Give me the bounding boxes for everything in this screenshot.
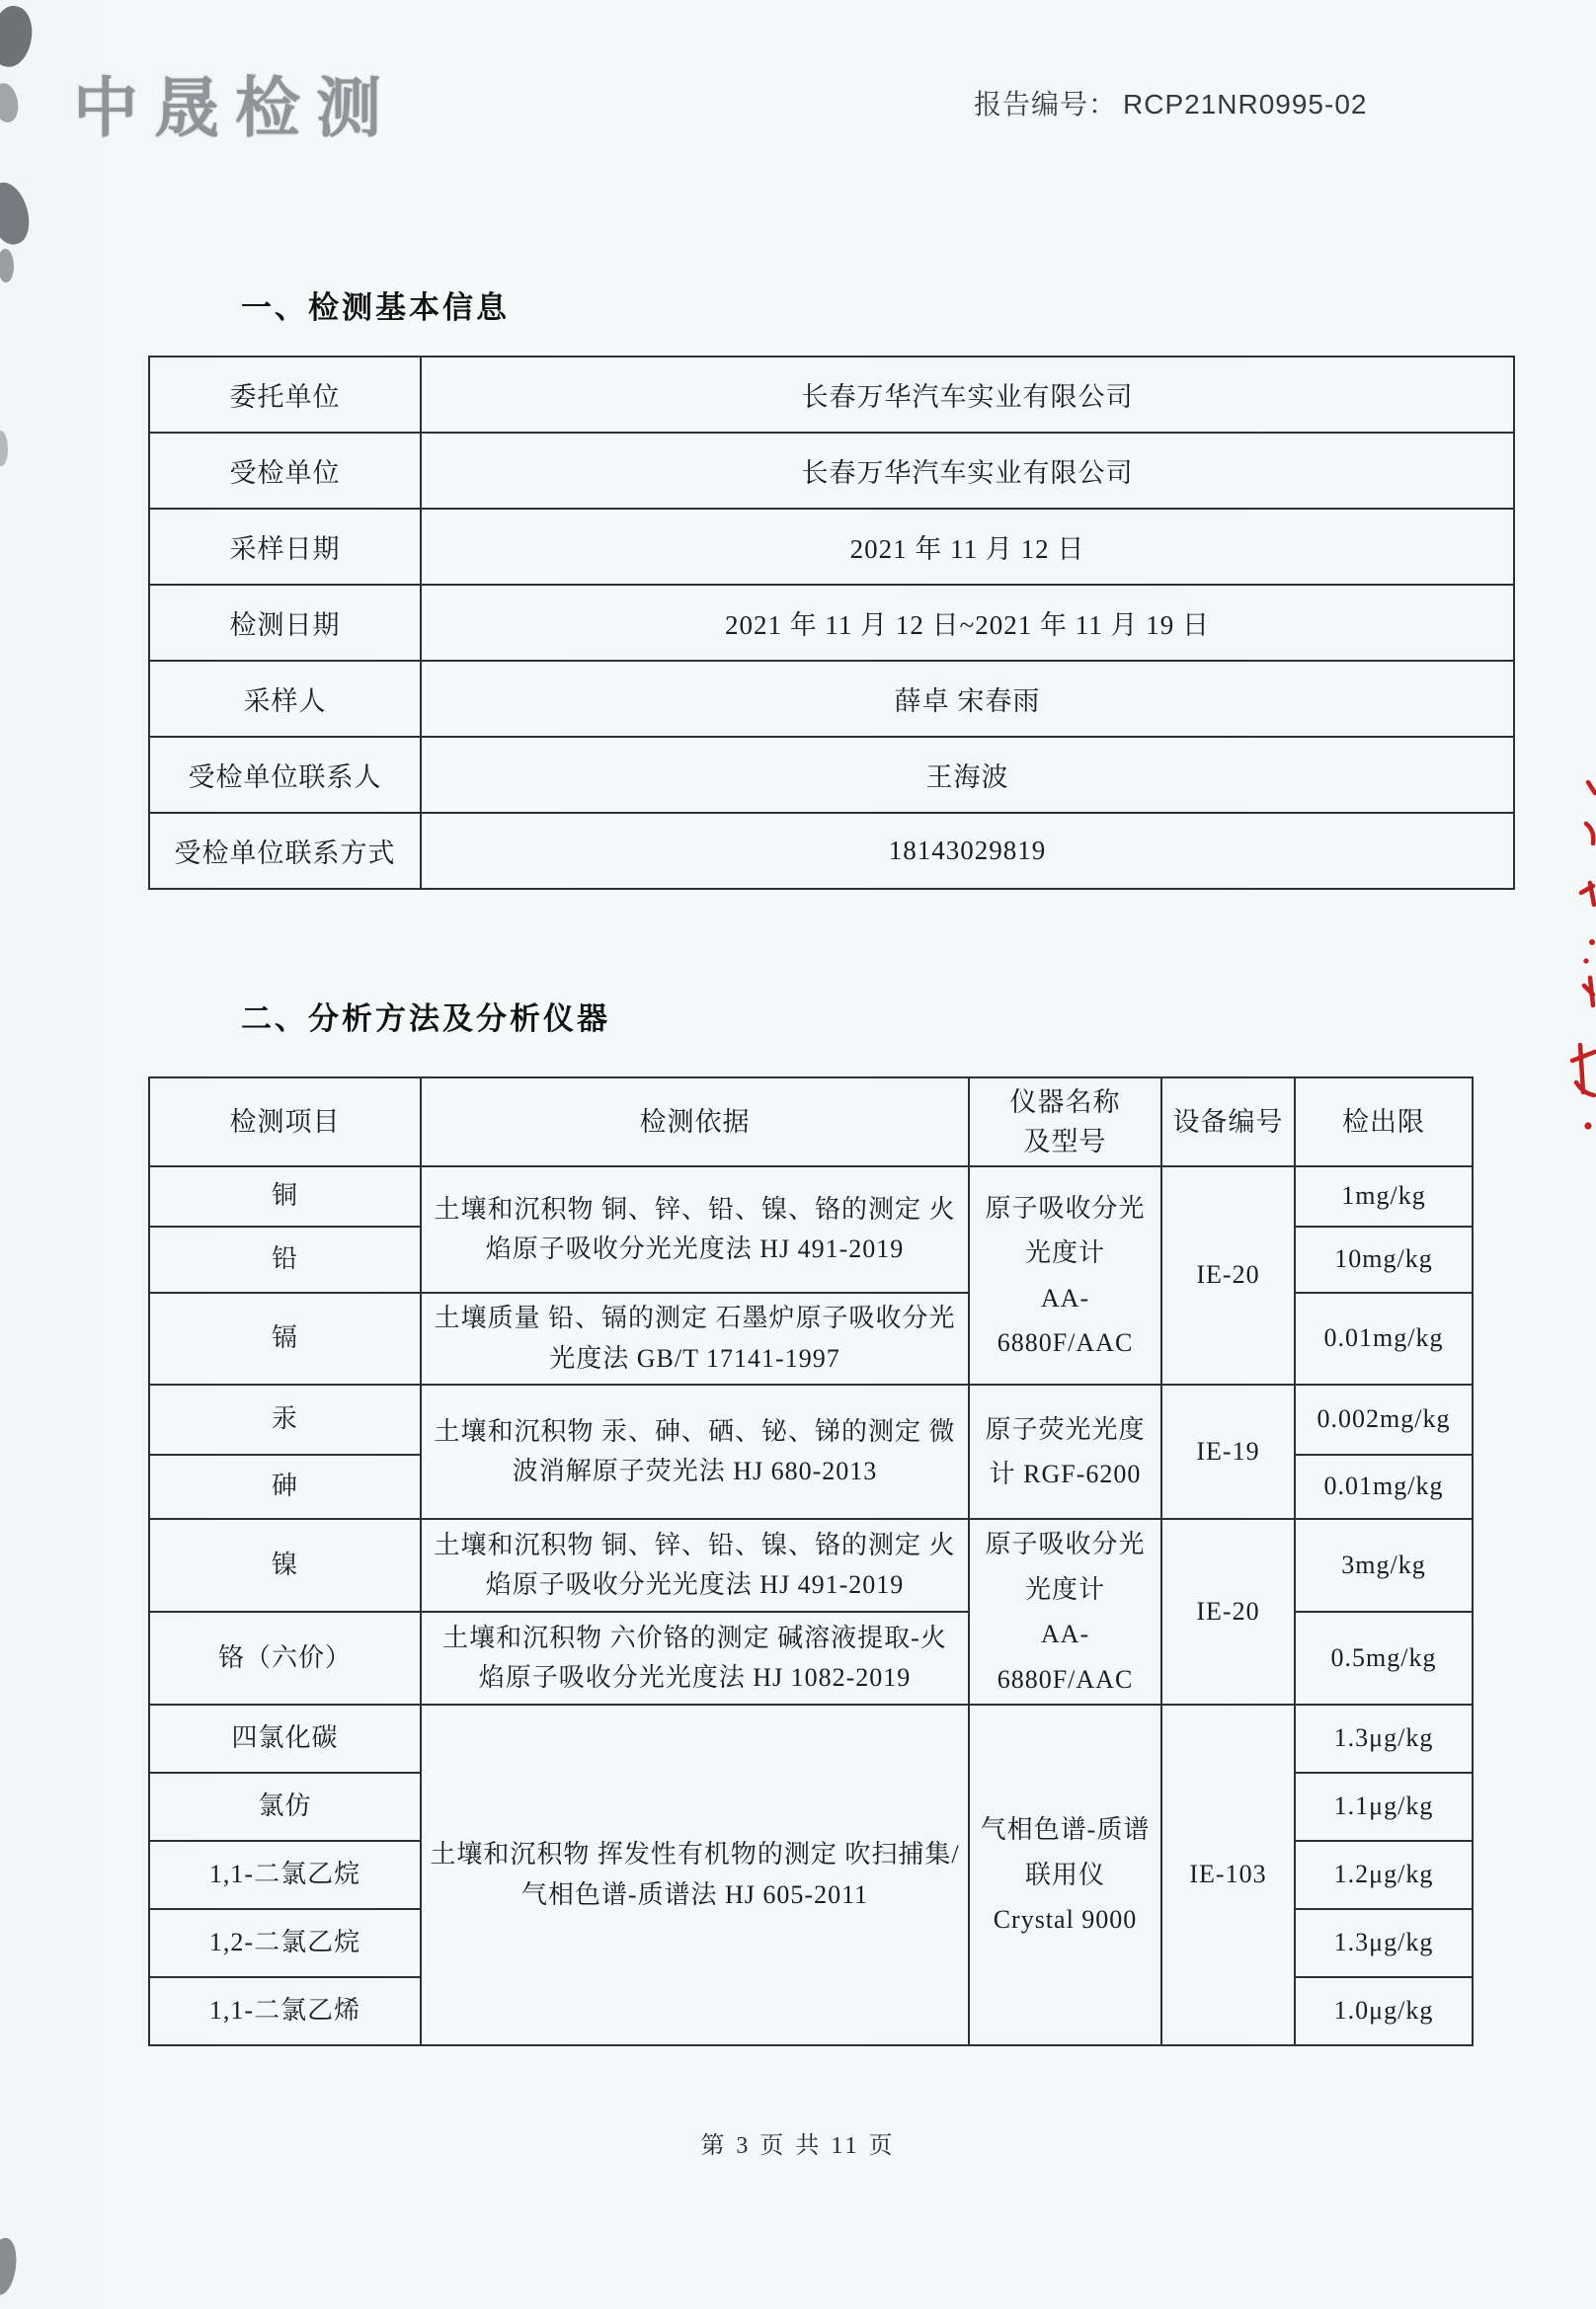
info-label: 采样日期 xyxy=(149,509,421,585)
info-value: 18143029819 xyxy=(421,813,1514,889)
info-label: 采样人 xyxy=(149,661,421,737)
info-label: 受检单位 xyxy=(149,433,421,509)
instrument-line: AA-6880F/AAC xyxy=(997,1283,1134,1357)
section1-title: 一、检测基本信息 xyxy=(241,290,510,325)
detection-limit: 3mg/kg xyxy=(1295,1519,1473,1612)
table-row xyxy=(149,509,1514,585)
col-header-instrument-line1: 仪器名称 xyxy=(1009,1086,1121,1117)
report-number-label: 报告编号： xyxy=(974,89,1118,119)
detection-limit: 1.1μg/kg xyxy=(1295,1773,1473,1841)
instrument-line: 联用仪 xyxy=(1024,1860,1105,1889)
detection-limit: 1.3μg/kg xyxy=(1295,1909,1473,1977)
test-basis: 土壤和沉积物 六价铬的测定 碱溶液提取-火焰原子吸收分光光度法 HJ 1082-2019 xyxy=(421,1612,969,1705)
table-row xyxy=(149,661,1514,737)
table-row xyxy=(149,585,1514,661)
col-header-limit: 检出限 xyxy=(1295,1077,1473,1166)
instrument xyxy=(969,1385,1161,1519)
scan-smudge xyxy=(0,2236,20,2296)
instrument-line: 光度计 xyxy=(1024,1238,1105,1267)
info-value: 长春万华汽车实业有限公司 xyxy=(421,357,1514,433)
info-label: 受检单位联系方式 xyxy=(149,813,421,889)
instrument-line: 气相色谱-质谱 xyxy=(980,1815,1151,1845)
device-number: IE-20 xyxy=(1161,1166,1295,1385)
col-header-item: 检测项目 xyxy=(149,1077,421,1166)
scan-smudge xyxy=(0,178,35,248)
detection-limit: 1mg/kg xyxy=(1295,1166,1473,1227)
info-value: 2021 年 11 月 12 日 xyxy=(421,509,1514,585)
test-basis: 土壤和沉积物 铜、锌、铅、镍、铬的测定 火焰原子吸收分光光度法 HJ 491-2019 xyxy=(421,1519,969,1612)
detection-limit: 10mg/kg xyxy=(1295,1227,1473,1293)
item-name: 1,1-二氯乙烷 xyxy=(149,1841,421,1909)
item-name: 四氯化碳 xyxy=(149,1705,421,1773)
report-number xyxy=(974,83,1367,122)
info-value: 薛卓 宋春雨 xyxy=(421,661,1514,737)
table-row xyxy=(149,433,1514,509)
report-number-value: RCP21NR0995-02 xyxy=(1123,89,1368,119)
device-number: IE-103 xyxy=(1161,1705,1295,2045)
item-name: 氯仿 xyxy=(149,1773,421,1841)
table-row xyxy=(149,1385,1473,1455)
instrument-line: 原子荧光光度 xyxy=(985,1414,1146,1444)
test-basis: 土壤质量 铅、镉的测定 石墨炉原子吸收分光光度法 GB/T 17141-1997 xyxy=(421,1293,969,1385)
col-header-instrument-line2: 及型号 xyxy=(1023,1127,1107,1156)
instrument xyxy=(969,1519,1161,1705)
item-name: 铅 xyxy=(149,1227,421,1293)
info-value: 王海波 xyxy=(421,737,1514,813)
col-header-basis: 检测依据 xyxy=(421,1077,969,1166)
info-label: 受检单位联系人 xyxy=(149,737,421,813)
detection-limit: 0.5mg/kg xyxy=(1295,1612,1473,1705)
basic-info-table xyxy=(148,356,1515,890)
instrument-line: 光度计 xyxy=(1024,1574,1105,1604)
instrument-line: Crystal 9000 xyxy=(993,1905,1138,1935)
info-value: 2021 年 11 月 12 日~2021 年 11 月 19 日 xyxy=(421,585,1514,661)
test-basis: 土壤和沉积物 汞、砷、硒、铋、锑的测定 微波消解原子荧光法 HJ 680-2013 xyxy=(421,1385,969,1519)
item-name: 铜 xyxy=(149,1166,421,1227)
detection-limit: 1.0μg/kg xyxy=(1295,1977,1473,2045)
table-row xyxy=(149,1519,1473,1612)
scan-smudge xyxy=(0,3,38,71)
section2-title: 二、分析方法及分析仪器 xyxy=(241,1001,610,1036)
table-row xyxy=(149,737,1514,813)
detection-limit: 1.3μg/kg xyxy=(1295,1705,1473,1773)
scan-smudge xyxy=(0,431,8,466)
scan-smudge xyxy=(0,249,14,282)
device-number: IE-20 xyxy=(1161,1519,1295,1705)
item-name: 铬（六价） xyxy=(149,1612,421,1705)
item-name: 1,2-二氯乙烷 xyxy=(149,1909,421,1977)
instrument-line: AA-6880F/AAC xyxy=(997,1620,1134,1694)
item-name: 镉 xyxy=(149,1293,421,1385)
table-header-row xyxy=(149,1077,1473,1166)
item-name: 砷 xyxy=(149,1455,421,1519)
instrument xyxy=(969,1166,1161,1385)
instrument-line: 原子吸收分光 xyxy=(985,1530,1146,1558)
instrument xyxy=(969,1705,1161,2045)
table-row xyxy=(149,357,1514,433)
info-label: 检测日期 xyxy=(149,585,421,661)
device-number: IE-19 xyxy=(1161,1385,1295,1519)
table-row xyxy=(149,1705,1473,1773)
instrument-line: 计 RGF-6200 xyxy=(989,1460,1142,1488)
detection-limit: 0.002mg/kg xyxy=(1295,1385,1473,1455)
test-basis: 土壤和沉积物 铜、锌、铅、镍、铬的测定 火焰原子吸收分光光度法 HJ 491-2019 xyxy=(421,1166,969,1293)
item-name: 1,1-二氯乙烯 xyxy=(149,1977,421,2045)
info-label: 委托单位 xyxy=(149,357,421,433)
red-stamp-fragments xyxy=(1566,768,1596,1144)
detection-limit: 0.01mg/kg xyxy=(1295,1293,1473,1385)
instrument-line: 原子吸收分光 xyxy=(985,1193,1146,1223)
company-logo: 中晟检测 xyxy=(73,71,397,144)
col-header-instrument xyxy=(969,1077,1161,1166)
item-name: 汞 xyxy=(149,1385,421,1455)
table-row xyxy=(149,813,1514,889)
col-header-device: 设备编号 xyxy=(1161,1077,1295,1166)
info-value: 长春万华汽车实业有限公司 xyxy=(421,433,1514,509)
analysis-method-table xyxy=(148,1076,1474,2046)
test-basis: 土壤和沉积物 挥发性有机物的测定 吹扫捕集/气相色谱-质谱法 HJ 605-2011 xyxy=(421,1705,969,2045)
detection-limit: 0.01mg/kg xyxy=(1295,1455,1473,1519)
page-footer: 第 3 页 共 11 页 xyxy=(700,2133,896,2159)
item-name: 镍 xyxy=(149,1519,421,1612)
scan-smudge xyxy=(0,82,21,124)
table-row xyxy=(149,1166,1473,1227)
detection-limit: 1.2μg/kg xyxy=(1295,1841,1473,1909)
